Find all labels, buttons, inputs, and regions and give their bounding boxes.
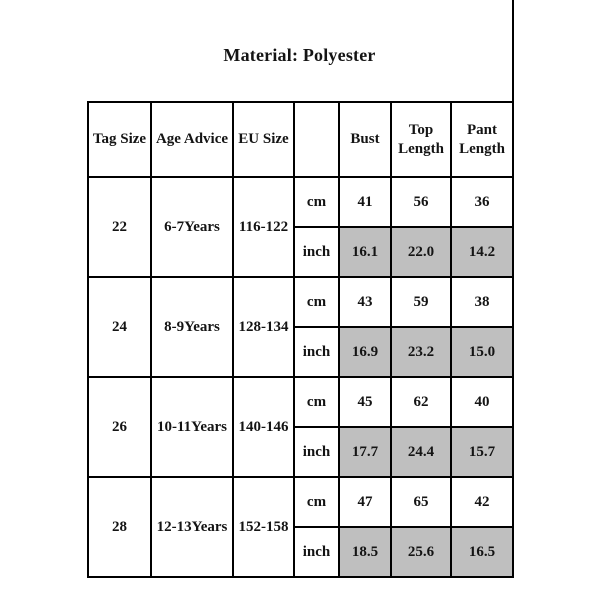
eu-size-cell: 152-158 xyxy=(233,477,294,577)
header-unit-empty xyxy=(294,102,339,177)
unit-inch-cell: inch xyxy=(294,527,339,577)
header-bust: Bust xyxy=(339,102,391,177)
tag-size-cell: 22 xyxy=(88,177,151,277)
header-row xyxy=(88,102,513,177)
header-age-advice: Age Advice xyxy=(151,102,233,177)
tag-size-cell: 26 xyxy=(88,377,151,477)
top-length-inch-cell: 25.6 xyxy=(391,527,451,577)
eu-size-cell: 140-146 xyxy=(233,377,294,477)
eu-size-cell: 116-122 xyxy=(233,177,294,277)
header-pant-length: Pant Length xyxy=(451,102,513,177)
pant-length-cm-cell: 42 xyxy=(451,477,513,527)
bust-cm-cell: 47 xyxy=(339,477,391,527)
pant-length-cm-cell: 36 xyxy=(451,177,513,227)
age-advice-cell: 6-7Years xyxy=(151,177,233,277)
pant-length-inch-cell: 16.5 xyxy=(451,527,513,577)
unit-cm-cell: cm xyxy=(294,277,339,327)
title-area xyxy=(87,0,514,101)
tag-size-cell: 24 xyxy=(88,277,151,377)
table-row-cm xyxy=(88,377,513,427)
bust-inch-cell: 17.7 xyxy=(339,427,391,477)
top-length-inch-cell: 24.4 xyxy=(391,427,451,477)
bust-inch-cell: 16.9 xyxy=(339,327,391,377)
eu-size-cell: 128-134 xyxy=(233,277,294,377)
unit-cm-cell: cm xyxy=(294,377,339,427)
size-chart-sheet xyxy=(87,0,514,578)
top-length-inch-cell: 23.2 xyxy=(391,327,451,377)
pant-length-cm-cell: 38 xyxy=(451,277,513,327)
bust-inch-cell: 16.1 xyxy=(339,227,391,277)
top-length-cm-cell: 62 xyxy=(391,377,451,427)
table-row-cm xyxy=(88,177,513,227)
table-row-cm xyxy=(88,477,513,527)
age-advice-cell: 8-9Years xyxy=(151,277,233,377)
pant-length-inch-cell: 15.7 xyxy=(451,427,513,477)
header-tag-size: Tag Size xyxy=(88,102,151,177)
bust-inch-cell: 18.5 xyxy=(339,527,391,577)
bust-cm-cell: 41 xyxy=(339,177,391,227)
header-eu-size: EU Size xyxy=(233,102,294,177)
unit-cm-cell: cm xyxy=(294,177,339,227)
material-title: Material: Polyester xyxy=(223,45,376,65)
size-table xyxy=(87,101,514,578)
unit-cm-cell: cm xyxy=(294,477,339,527)
pant-length-inch-cell: 15.0 xyxy=(451,327,513,377)
age-advice-cell: 10-11Years xyxy=(151,377,233,477)
top-length-inch-cell: 22.0 xyxy=(391,227,451,277)
bust-cm-cell: 45 xyxy=(339,377,391,427)
unit-inch-cell: inch xyxy=(294,327,339,377)
top-length-cm-cell: 59 xyxy=(391,277,451,327)
header-top-length: Top Length xyxy=(391,102,451,177)
bust-cm-cell: 43 xyxy=(339,277,391,327)
unit-inch-cell: inch xyxy=(294,427,339,477)
pant-length-cm-cell: 40 xyxy=(451,377,513,427)
pant-length-inch-cell: 14.2 xyxy=(451,227,513,277)
top-length-cm-cell: 65 xyxy=(391,477,451,527)
unit-inch-cell: inch xyxy=(294,227,339,277)
tag-size-cell: 28 xyxy=(88,477,151,577)
age-advice-cell: 12-13Years xyxy=(151,477,233,577)
table-row-cm xyxy=(88,277,513,327)
top-length-cm-cell: 56 xyxy=(391,177,451,227)
